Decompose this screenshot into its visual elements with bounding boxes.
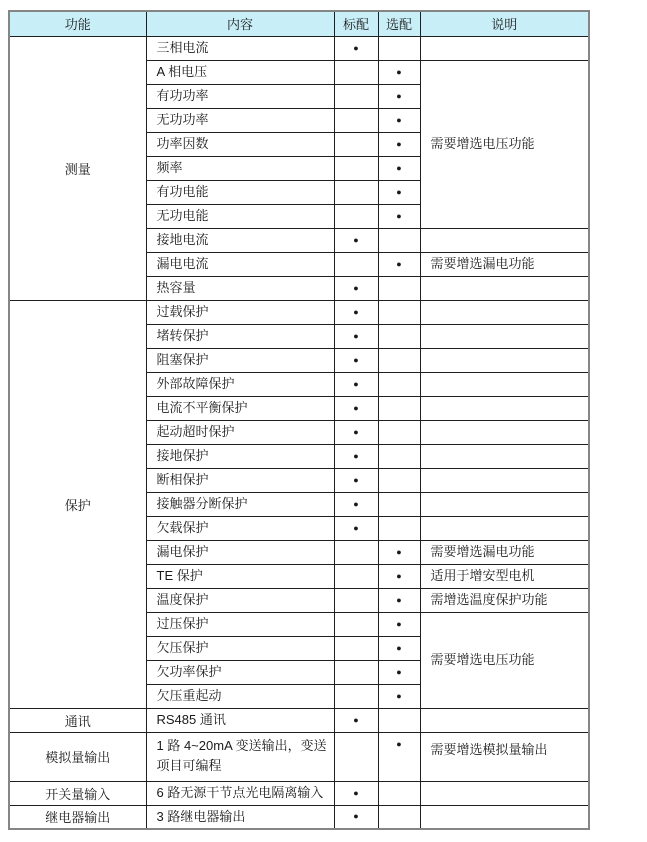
table-row	[9, 36, 589, 60]
content-cell: 有功功率	[146, 84, 334, 108]
optional-mark-cell	[378, 372, 420, 396]
content-cell: 起动超时保护	[146, 420, 334, 444]
content-cell: 功率因数	[146, 132, 334, 156]
optional-mark-cell: ●	[378, 132, 420, 156]
standard-mark-cell	[334, 84, 378, 108]
standard-mark-cell	[334, 660, 378, 684]
standard-mark-cell	[334, 204, 378, 228]
standard-mark-cell	[334, 180, 378, 204]
table-row	[9, 781, 589, 805]
note-cell	[420, 516, 589, 540]
note-cell	[420, 444, 589, 468]
standard-mark-cell: ●	[334, 708, 378, 732]
optional-mark-cell	[378, 348, 420, 372]
content-cell: 三相电流	[146, 36, 334, 60]
standard-mark-cell	[334, 588, 378, 612]
optional-mark-cell: ●	[378, 732, 420, 781]
content-cell: 无功功率	[146, 108, 334, 132]
optional-mark-cell	[378, 324, 420, 348]
function-group-cell: 测量	[9, 36, 146, 300]
optional-mark-cell	[378, 468, 420, 492]
function-group-cell: 开关量输入	[9, 781, 146, 805]
standard-mark-cell	[334, 732, 378, 781]
optional-mark-cell	[378, 492, 420, 516]
note-cell: 适用于增安型电机	[420, 564, 589, 588]
note-cell	[420, 396, 589, 420]
content-cell: 接触器分断保护	[146, 492, 334, 516]
optional-mark-cell	[378, 805, 420, 829]
content-cell: 有功电能	[146, 180, 334, 204]
content-cell: 过压保护	[146, 612, 334, 636]
content-cell: 欠功率保护	[146, 660, 334, 684]
content-cell: A 相电压	[146, 60, 334, 84]
note-cell	[420, 708, 589, 732]
note-cell	[420, 324, 589, 348]
standard-mark-cell: ●	[334, 348, 378, 372]
standard-mark-cell	[334, 540, 378, 564]
content-cell: 断相保护	[146, 468, 334, 492]
optional-mark-cell: ●	[378, 108, 420, 132]
optional-mark-cell	[378, 420, 420, 444]
note-cell	[420, 300, 589, 324]
standard-mark-cell: ●	[334, 228, 378, 252]
content-cell: 无功电能	[146, 204, 334, 228]
standard-mark-cell	[334, 156, 378, 180]
table-row	[9, 708, 589, 732]
header-optional: 选配	[378, 11, 420, 36]
function-group-cell: 模拟量输出	[9, 732, 146, 781]
optional-mark-cell	[378, 781, 420, 805]
content-cell: 频率	[146, 156, 334, 180]
optional-mark-cell: ●	[378, 180, 420, 204]
note-cell	[420, 276, 589, 300]
standard-mark-cell	[334, 132, 378, 156]
note-cell: 需要增选模拟量输出	[420, 732, 589, 781]
standard-mark-cell	[334, 636, 378, 660]
standard-mark-cell: ●	[334, 396, 378, 420]
standard-mark-cell	[334, 60, 378, 84]
note-cell	[420, 36, 589, 60]
table-body	[9, 36, 589, 829]
note-cell	[420, 468, 589, 492]
optional-mark-cell	[378, 444, 420, 468]
content-cell: 欠压重起动	[146, 684, 334, 708]
optional-mark-cell: ●	[378, 564, 420, 588]
note-cell: 需增选温度保护功能	[420, 588, 589, 612]
standard-mark-cell: ●	[334, 276, 378, 300]
optional-mark-cell: ●	[378, 204, 420, 228]
standard-mark-cell	[334, 564, 378, 588]
content-cell: 欠载保护	[146, 516, 334, 540]
spec-table-container	[8, 10, 590, 830]
optional-mark-cell: ●	[378, 84, 420, 108]
optional-mark-cell: ●	[378, 156, 420, 180]
standard-mark-cell	[334, 684, 378, 708]
content-cell: 堵转保护	[146, 324, 334, 348]
content-cell: 3 路继电器输出	[146, 805, 334, 829]
standard-mark-cell	[334, 252, 378, 276]
optional-mark-cell	[378, 36, 420, 60]
function-group-cell: 继电器输出	[9, 805, 146, 829]
content-cell: 接地电流	[146, 228, 334, 252]
table-row	[9, 300, 589, 324]
content-cell: RS485 通讯	[146, 708, 334, 732]
standard-mark-cell: ●	[334, 300, 378, 324]
content-cell: 漏电电流	[146, 252, 334, 276]
standard-mark-cell: ●	[334, 492, 378, 516]
note-cell	[420, 348, 589, 372]
note-cell	[420, 781, 589, 805]
content-cell: 欠压保护	[146, 636, 334, 660]
note-cell: 需要增选漏电功能	[420, 540, 589, 564]
optional-mark-cell	[378, 396, 420, 420]
content-cell: 温度保护	[146, 588, 334, 612]
note-cell: 需要增选漏电功能	[420, 252, 589, 276]
content-cell: 外部故障保护	[146, 372, 334, 396]
standard-mark-cell	[334, 612, 378, 636]
standard-mark-cell: ●	[334, 36, 378, 60]
note-cell	[420, 805, 589, 829]
header-content: 内容	[146, 11, 334, 36]
standard-mark-cell: ●	[334, 781, 378, 805]
content-cell: 热容量	[146, 276, 334, 300]
content-cell: 阻塞保护	[146, 348, 334, 372]
header-standard: 标配	[334, 11, 378, 36]
optional-mark-cell	[378, 300, 420, 324]
optional-mark-cell	[378, 228, 420, 252]
header-function: 功能	[9, 11, 146, 36]
content-cell: 电流不平衡保护	[146, 396, 334, 420]
standard-mark-cell: ●	[334, 444, 378, 468]
note-cell: 需要增选电压功能	[420, 612, 589, 708]
content-cell: 6 路无源干节点光电隔离输入	[146, 781, 334, 805]
content-cell: TE 保护	[146, 564, 334, 588]
content-cell: 过载保护	[146, 300, 334, 324]
optional-mark-cell: ●	[378, 252, 420, 276]
content-cell: 接地保护	[146, 444, 334, 468]
note-cell	[420, 492, 589, 516]
function-group-cell: 通讯	[9, 708, 146, 732]
optional-mark-cell: ●	[378, 60, 420, 84]
header-description: 说明	[420, 11, 589, 36]
optional-mark-cell: ●	[378, 588, 420, 612]
table-row	[9, 732, 589, 781]
content-cell: 1 路 4~20mA 变送输出，变送项目可编程	[146, 732, 334, 781]
optional-mark-cell	[378, 276, 420, 300]
content-cell: 漏电保护	[146, 540, 334, 564]
optional-mark-cell	[378, 708, 420, 732]
note-cell	[420, 420, 589, 444]
optional-mark-cell: ●	[378, 540, 420, 564]
function-group-cell: 保护	[9, 300, 146, 708]
standard-mark-cell: ●	[334, 468, 378, 492]
optional-mark-cell	[378, 516, 420, 540]
optional-mark-cell: ●	[378, 636, 420, 660]
note-cell	[420, 372, 589, 396]
standard-mark-cell	[334, 108, 378, 132]
feature-spec-table	[8, 10, 590, 830]
optional-mark-cell: ●	[378, 684, 420, 708]
note-cell	[420, 228, 589, 252]
table-row	[9, 805, 589, 829]
standard-mark-cell: ●	[334, 372, 378, 396]
note-cell: 需要增选电压功能	[420, 60, 589, 228]
standard-mark-cell: ●	[334, 420, 378, 444]
optional-mark-cell: ●	[378, 660, 420, 684]
standard-mark-cell: ●	[334, 324, 378, 348]
standard-mark-cell: ●	[334, 516, 378, 540]
standard-mark-cell: ●	[334, 805, 378, 829]
optional-mark-cell: ●	[378, 612, 420, 636]
table-header-row	[9, 11, 589, 36]
